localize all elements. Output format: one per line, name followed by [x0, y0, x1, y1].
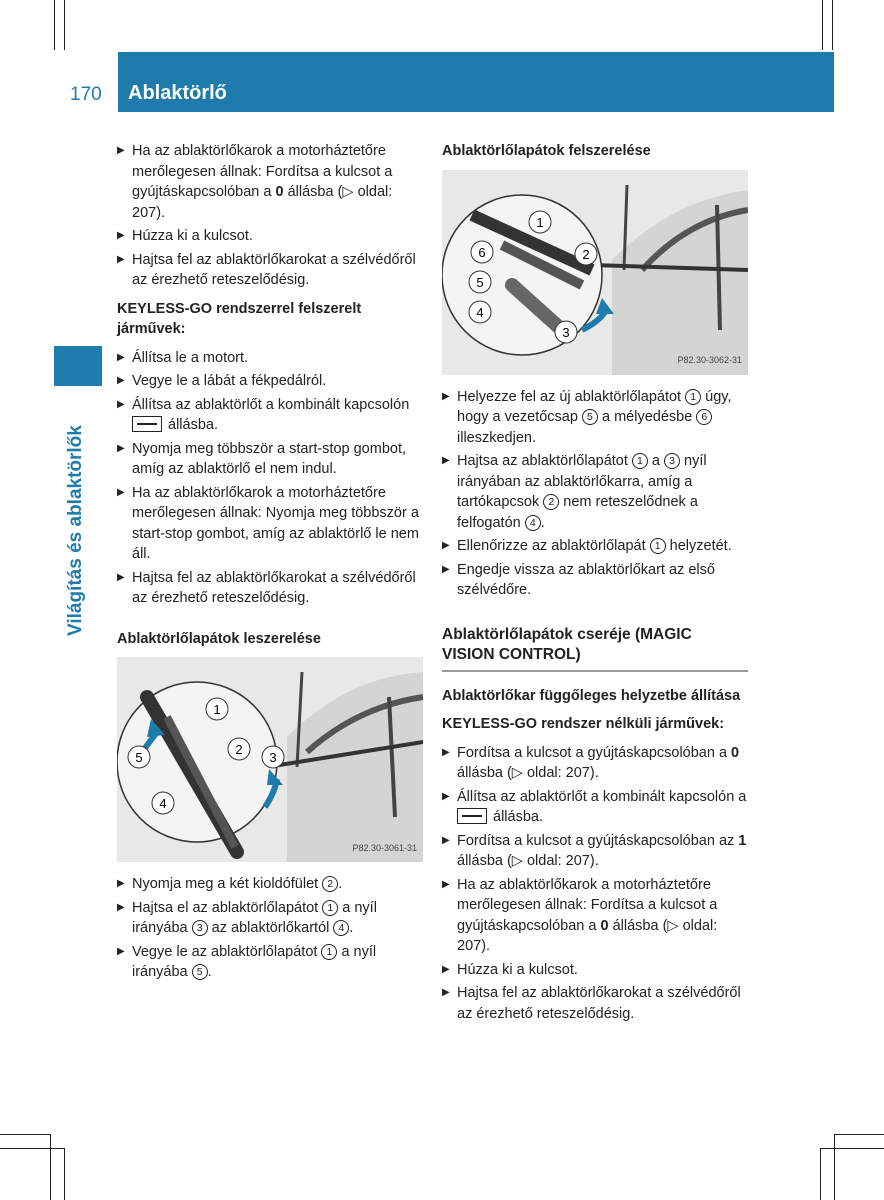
remove-heading: Ablaktörlőlapátok leszerelése — [117, 630, 321, 647]
figure-code: P82.30-3062-31 — [677, 355, 742, 365]
callout-ref: 1 — [632, 453, 648, 469]
switch-position-icon — [457, 808, 487, 824]
callout-label: 1 — [213, 702, 221, 717]
crop-mark — [50, 1134, 51, 1200]
list-item: ▶ Vegye le a lábát a fékpedálról. — [117, 371, 423, 392]
side-tab-label: Világítás és ablaktörlők — [65, 425, 86, 636]
crop-mark — [54, 0, 55, 50]
callout-ref: 2 — [543, 494, 559, 510]
callout-label: 4 — [476, 304, 484, 320]
figure-code: P82.30-3061-31 — [352, 842, 417, 853]
callouts — [442, 170, 748, 375]
list-item: ▶ Hajtsa az ablaktörlőlapátot 1 a 3 nyíl irányában az ablaktörlőkarra, amíg a tartókapcsok 2 nem reteszelődnek a felfogatón 4 . — [442, 451, 748, 533]
callout-label: 6 — [478, 244, 486, 260]
crop-mark — [822, 0, 823, 50]
callout-ref: 1 — [685, 389, 701, 405]
list-item: ▶ Hajtsa fel az ablaktörlőkarokat a szélvédőről az érezhető reteszelődésig. — [117, 568, 423, 609]
crop-mark — [820, 1148, 821, 1200]
callout-ref: 3 — [664, 453, 680, 469]
list-item: ▶ Hajtsa fel az ablaktörlőkarokat a szélvédőről az érezhető reteszelődésig. — [442, 983, 748, 1024]
crop-mark — [820, 1148, 884, 1149]
list-item: ▶ Ellenőrizze az ablaktörlőlapát 1 helyzetét. — [442, 536, 748, 557]
callout-ref: 1 — [321, 944, 337, 960]
magic-vision-heading: Ablaktörlőlapátok cseréje (MAGIC VISION CONTROL) — [442, 625, 748, 672]
list-item: ▶ Ha az ablaktörlőkarok a motorháztetőre merőlegesen állnak: Fordítsa a kulcsot a gyújtáskapcsolóban a 0 állásba (▷ oldal: 207). — [442, 875, 748, 957]
callout-ref: 3 — [192, 920, 208, 936]
list-item: ▶ Állítsa az ablaktörlőt a kombinált kapcsolón a állásba. — [442, 787, 748, 828]
list-item: ▶ Ha az ablaktörlőkarok a motorháztetőre merőlegesen állnak: Fordítsa a kulcsot a gyújtáskapcsolóban a 0 állásba (▷ oldal: 207). — [117, 141, 423, 223]
callout-ref: 1 — [650, 538, 666, 554]
list-item: ▶ Állítsa az ablaktörlőt a kombinált kapcsolón állásba. — [117, 395, 423, 436]
vertical-position-heading: Ablaktörlőkar függőleges helyzetbe állítása — [442, 687, 741, 704]
list-item: ▶ Hajtsa el az ablaktörlőlapátot 1 a nyíl irányába 3 az ablaktörlőkartól 4 . — [117, 898, 423, 939]
list-item: ▶ Nyomja meg többször a start-stop gombot, amíg az ablaktörlő el nem indul. — [117, 439, 423, 480]
list-item: ▶ Fordítsa a kulcsot a gyújtáskapcsolóban a 0 állásba (▷ oldal: 207). — [442, 743, 748, 784]
list-item: ▶ Hajtsa fel az ablaktörlőkarokat a szélvédőről az érezhető reteszelődésig. — [117, 250, 423, 291]
list-item: ▶ Fordítsa a kulcsot a gyújtáskapcsolóban az 1 állásba (▷ oldal: 207). — [442, 831, 748, 872]
crop-mark — [0, 1134, 50, 1135]
callout-label: 2 — [235, 742, 243, 757]
list-item: ▶ Nyomja meg a két kioldófület 2 . — [117, 874, 423, 895]
crop-mark — [64, 1148, 65, 1200]
page-number: 170 — [70, 84, 102, 105]
callout-label: 3 — [269, 750, 277, 765]
list-item: ▶ Vegye le az ablaktörlőlapátot 1 a nyíl irányába 5 . — [117, 942, 423, 983]
list-item: ▶ Engedje vissza az ablaktörlőkart az első szélvédőre. — [442, 560, 748, 601]
list-item: ▶ Húzza ki a kulcsot. — [442, 960, 748, 981]
callout-ref: 5 — [582, 409, 598, 425]
no-keyless-heading: KEYLESS-GO rendszer nélküli járművek: — [442, 716, 725, 732]
callout-ref: 1 — [322, 900, 338, 916]
callouts — [117, 657, 423, 862]
callout-ref: 5 — [192, 964, 208, 980]
callout-ref: 4 — [525, 515, 541, 531]
crop-mark — [0, 1148, 64, 1149]
switch-position-icon — [132, 416, 162, 432]
crop-mark — [64, 0, 65, 50]
list-item: ▶ Helyezze fel az új ablaktörlőlapátot 1 úgy, hogy a vezetőcsap 5 a mélyedésbe 6 illeszkedjen. — [442, 387, 748, 449]
list-item: ▶ Állítsa le a motort. — [117, 348, 423, 369]
callout-ref: 4 — [333, 920, 349, 936]
wiper-install-figure — [442, 170, 748, 375]
callout-label: 1 — [536, 214, 544, 230]
crop-mark — [832, 0, 833, 50]
callout-label: 4 — [159, 796, 167, 811]
keyless-heading: KEYLESS-GO rendszerrel felszerelt járművek: — [117, 300, 362, 337]
install-heading: Ablaktörlőlapátok felszerelése — [442, 143, 651, 159]
wiper-removal-figure — [117, 657, 423, 862]
list-item: ▶ Húzza ki a kulcsot. — [117, 226, 423, 247]
crop-mark — [834, 1134, 884, 1135]
callout-label: 3 — [562, 324, 570, 340]
left-column — [117, 141, 423, 986]
callout-ref: 6 — [696, 409, 712, 425]
callout-label: 2 — [582, 246, 590, 262]
page-title: Ablaktörlő — [128, 82, 227, 104]
side-tab — [54, 346, 102, 386]
callout-label: 5 — [476, 274, 484, 290]
list-item: ▶ Ha az ablaktörlőkarok a motorháztetőre merőlegesen állnak: Nyomja meg többször a start-stop gombot, amíg az ablaktörlő le nem áll. — [117, 483, 423, 565]
callout-ref: 2 — [322, 876, 338, 892]
callout-label: 5 — [135, 750, 143, 765]
right-column — [442, 141, 748, 1027]
crop-mark — [834, 1134, 835, 1200]
